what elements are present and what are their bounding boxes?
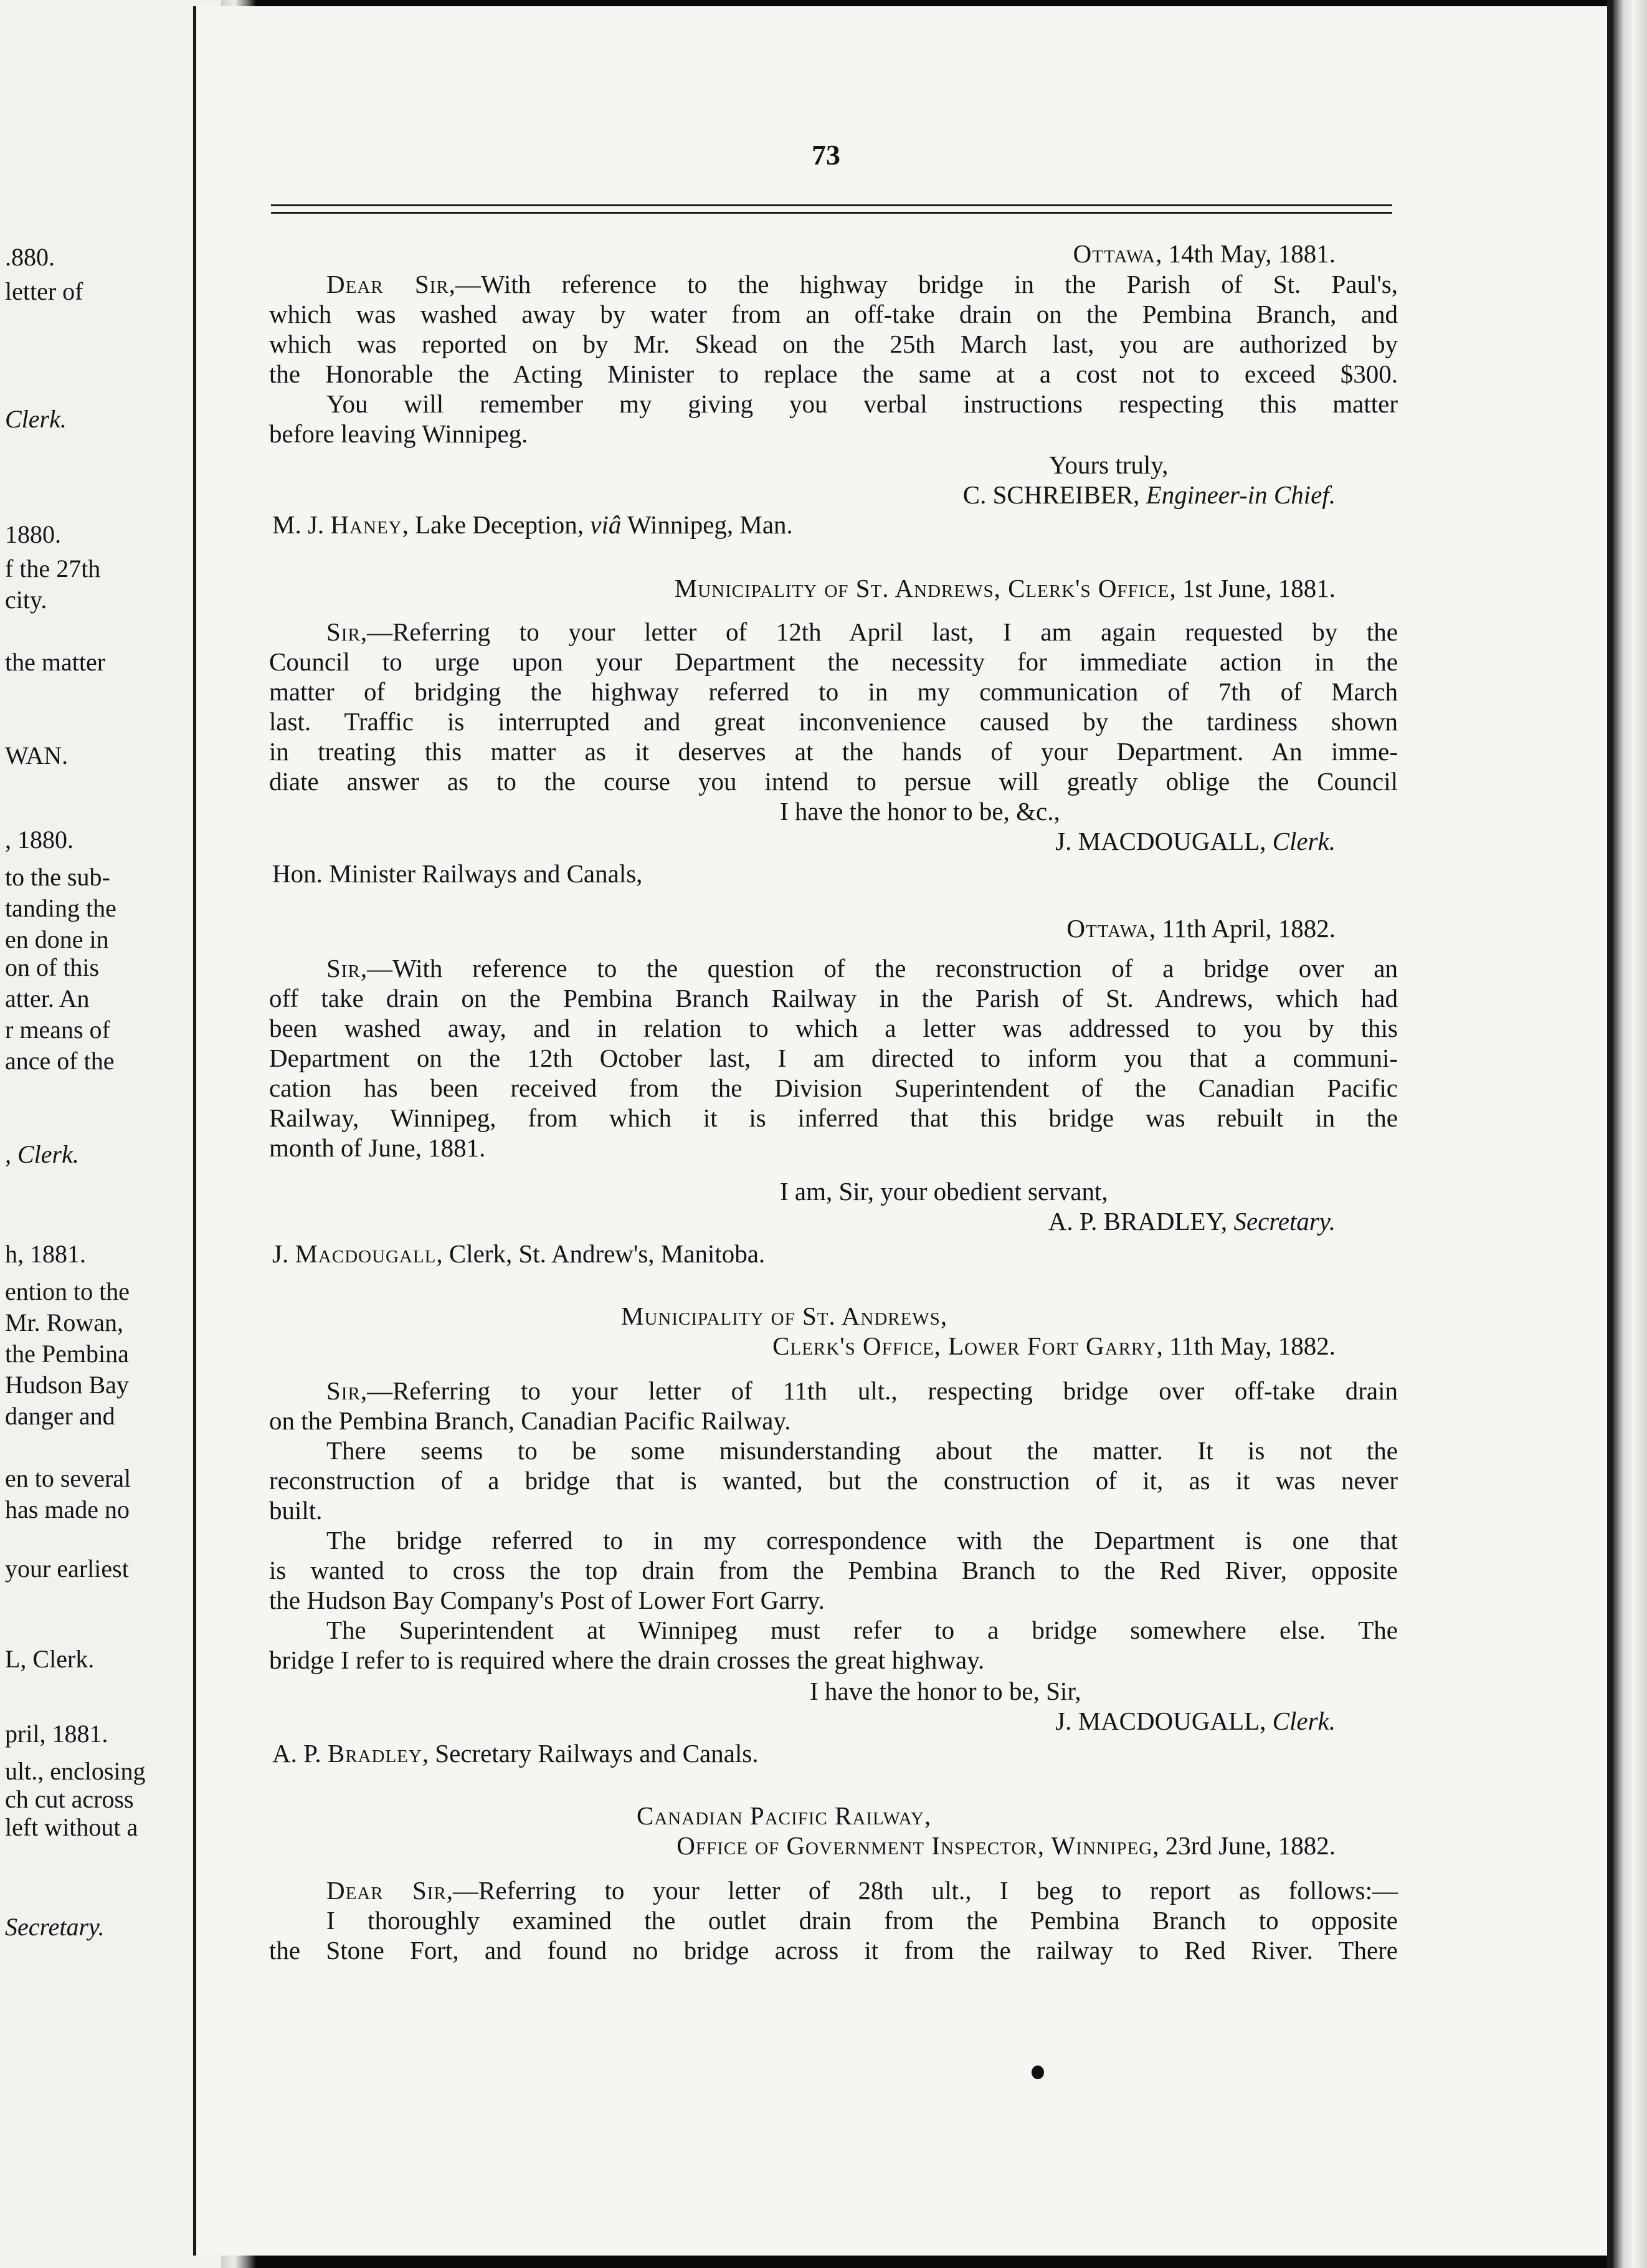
text-segment: the Hudson Bay Company's Post of Lower Fort Garry. — [269, 1586, 825, 1614]
text-line — [269, 1073, 1398, 1103]
text-segment: J. — [272, 1239, 295, 1268]
facing-page-fragment-text: .880. — [5, 243, 55, 271]
text-line — [269, 239, 1336, 269]
text-line — [269, 1331, 1336, 1361]
text-line — [269, 617, 1398, 647]
text-segment: diate answer as to the course you intend to persue will greatly oblige the Council — [269, 767, 1398, 796]
text-line — [269, 913, 1336, 943]
text-line — [269, 1935, 1398, 1965]
facing-page-fragment-text: , 1880. — [5, 826, 74, 854]
facing-page-fragment-text: h, 1881. — [5, 1240, 86, 1268]
text-segment: , 23rd June, 1882. — [1152, 1831, 1336, 1860]
text-segment: Sir — [326, 954, 361, 983]
facing-page-fragment-text: en to several — [5, 1464, 131, 1492]
text-segment: ,—Referring to your letter of 12th April last, I am again requested by the — [360, 617, 1398, 646]
facing-page-fragment-text: f the 27th — [5, 555, 101, 583]
text-segment: The bridge referred to in my correspondence with the Department is one that — [326, 1526, 1398, 1555]
text-segment: Winnipeg, Man. — [621, 510, 793, 539]
text-segment: There seems to be some misunderstanding about the matter. It is not the — [326, 1436, 1398, 1465]
facing-page-fragment — [0, 0, 221, 2268]
facing-page-fragment-text: city. — [5, 586, 47, 614]
text-line — [269, 1013, 1398, 1043]
text-line — [269, 1465, 1398, 1495]
text-segment: A. P. BRADLEY, — [1048, 1207, 1234, 1236]
facing-page-fragment-text: Secretary. — [5, 1913, 105, 1941]
text-line — [269, 859, 1398, 889]
text-line — [269, 450, 1398, 480]
text-segment: C. SCHREIBER, — [962, 480, 1146, 509]
facing-page-fragment-text: tanding the — [5, 894, 116, 922]
header-rule-top — [271, 204, 1392, 206]
text-segment: viâ — [590, 510, 622, 539]
text-line — [269, 389, 1398, 419]
text-segment: matter of bridging the highway referred to in my communication of 7th of March — [269, 677, 1398, 706]
book-edge — [1613, 0, 1647, 2268]
text-segment: Bradley — [327, 1739, 422, 1768]
facing-page-fragment-text: ch cut across — [5, 1785, 134, 1813]
facing-page-fragment-text: pril, 1881. — [5, 1720, 108, 1748]
text-segment: Council to urge upon your Department the necessity for immediate action in the — [269, 647, 1398, 676]
text-segment: before leaving Winnipeg. — [269, 419, 528, 448]
text-line — [269, 647, 1398, 677]
facing-page-fragment-text: to the sub- — [5, 863, 110, 891]
text-line — [269, 1495, 1398, 1525]
text-line — [269, 1239, 1398, 1269]
facing-page-fragment-text: the matter — [5, 648, 106, 676]
text-segment: , Lake Deception, — [402, 510, 591, 539]
text-segment: the Stone Fort, and found no bridge across it from the railway to Red River. There — [269, 1936, 1398, 1965]
text-segment: Clerk. — [1272, 827, 1336, 855]
facing-page-fragment-text: ention to the — [5, 1277, 130, 1305]
text-segment: Clerk. — [1272, 1707, 1336, 1735]
header-rule-bottom — [271, 212, 1392, 214]
ink-dot — [1032, 2066, 1044, 2079]
text-segment: ,—Referring to your letter of 11th ult., respecting bridge over off-take drain — [360, 1376, 1398, 1405]
text-segment: , Secretary Railways and Canals. — [422, 1739, 759, 1768]
text-segment: reconstruction of a bridge that is wanted, but the construction of it, as it was never — [269, 1466, 1398, 1495]
text-line — [269, 1301, 1398, 1331]
text-segment: Yours truly, — [1049, 450, 1169, 479]
facing-page-fragment-text: ult., enclosing — [5, 1757, 146, 1785]
text-segment: , 1st June, 1881. — [1169, 574, 1336, 603]
text-segment: Railway, Winnipeg, from which it is inferred that this bridge was rebuilt in the — [269, 1103, 1398, 1132]
text-segment: Ottawa — [1073, 239, 1156, 268]
text-segment: the Honorable the Acting Minister to replace the same at a cost not to exceed $300. — [269, 360, 1398, 388]
text-segment: which was reported on by Mr. Skead on the 25th March last, you are authorized by — [269, 330, 1398, 358]
facing-page-fragment-text: left without a — [5, 1813, 138, 1841]
text-segment: J. MACDOUGALL, — [1055, 1707, 1273, 1735]
text-line — [269, 1555, 1398, 1585]
text-line — [269, 329, 1398, 359]
text-segment: I am, Sir, your obedient servant, — [780, 1177, 1108, 1206]
text-line — [269, 1176, 1398, 1206]
text-segment: last. Traffic is interrupted and great inconvenience caused by the tardiness shown — [269, 707, 1398, 736]
text-line — [269, 1133, 1398, 1163]
text-line — [269, 796, 1398, 826]
text-segment: , Clerk, St. Andrew's, Manitoba. — [436, 1239, 766, 1268]
facing-page-fragment-text: L, Clerk. — [5, 1645, 95, 1673]
text-segment: is wanted to cross the top drain from the Pembina Branch to the Red River, opposite — [269, 1556, 1398, 1584]
text-segment: off take drain on the Pembina Branch Railway in the Parish of St. Andrews, which had — [269, 984, 1398, 1012]
text-segment: I have the honor to be, &c., — [780, 797, 1060, 826]
text-line — [269, 1406, 1398, 1436]
text-segment: Clerk's Office, Lower Fort Garry — [772, 1332, 1157, 1360]
text-line — [269, 1676, 1398, 1706]
text-line — [269, 1103, 1398, 1133]
text-segment: cation has been received from the Division Superintendent of the Canadian Pacific — [269, 1074, 1398, 1102]
text-line — [269, 573, 1336, 603]
text-segment: been washed away, and in relation to which a letter was addressed to you by this — [269, 1014, 1398, 1042]
text-line — [269, 419, 1398, 449]
text-line — [269, 1645, 1398, 1675]
text-line — [269, 766, 1398, 796]
text-segment: built. — [269, 1496, 323, 1525]
text-segment: I thoroughly examined the outlet drain from the Pembina Branch to opposite — [326, 1906, 1398, 1935]
text-line — [269, 269, 1398, 299]
text-line — [269, 1615, 1398, 1645]
text-segment: bridge I refer to is required where the drain crosses the great highway. — [269, 1646, 985, 1674]
facing-page-fragment-text: the Pembina — [5, 1340, 129, 1368]
facing-page-fragment-text: 1880. — [5, 520, 61, 548]
text-segment: on the Pembina Branch, Canadian Pacific Railway. — [269, 1406, 791, 1435]
facing-page-fragment-text: on of this — [5, 953, 100, 981]
text-line — [269, 736, 1398, 766]
facing-page-fragment-text: Hudson Bay — [5, 1371, 129, 1399]
text-line — [269, 1376, 1398, 1406]
facing-page-fragment-text: en done in — [5, 925, 109, 953]
text-segment: You will remember my giving you verbal instructions respecting this matter — [326, 389, 1398, 418]
text-line — [269, 677, 1398, 707]
text-line — [269, 1738, 1398, 1768]
text-segment: A. P. — [272, 1739, 328, 1768]
text-segment: Sir — [326, 1376, 361, 1405]
text-segment: Office of Government Inspector, Winnipeg — [676, 1831, 1153, 1860]
text-line — [269, 1206, 1336, 1236]
text-line — [269, 707, 1398, 736]
text-line — [269, 1706, 1336, 1736]
page-number: 73 — [812, 139, 840, 171]
facing-page-fragment-text: your earliest — [5, 1555, 129, 1583]
text-segment: month of June, 1881. — [269, 1133, 486, 1162]
text-segment: Dear Sir — [326, 1876, 447, 1905]
text-line — [269, 1905, 1398, 1935]
facing-page-fragment-text: WAN. — [5, 741, 69, 770]
text-segment: Department on the 12th October last, I am directed to inform you that a communi- — [269, 1044, 1398, 1072]
text-line — [269, 480, 1336, 510]
facing-page-fragment-text: has made no — [5, 1495, 130, 1523]
text-segment: Ottawa — [1066, 914, 1149, 943]
text-line — [269, 826, 1336, 856]
text-segment: , 11th May, 1882. — [1156, 1332, 1336, 1360]
facing-page-fragment-text: r means of — [5, 1016, 110, 1044]
text-line — [269, 1525, 1398, 1555]
text-segment: in treating this matter as it deserves at the hands of your Department. An imme- — [269, 737, 1398, 766]
text-segment: Hon. Minister Railways and Canals, — [272, 859, 643, 888]
text-segment: Haney — [330, 510, 402, 539]
text-segment: ,—With reference to the question of the reconstruction of a bridge over an — [360, 954, 1398, 983]
text-segment: Sir — [326, 617, 361, 646]
text-line — [269, 510, 1398, 540]
text-segment: Canadian Pacific Railway, — [637, 1801, 932, 1830]
text-line — [269, 359, 1398, 389]
text-line — [269, 299, 1398, 329]
text-line — [269, 1801, 1398, 1831]
facing-page-fragment-text: ance of the — [5, 1047, 115, 1075]
text-line — [269, 1831, 1336, 1861]
text-segment: ,—With reference to the highway bridge in the Parish of St. Paul's, — [449, 270, 1398, 298]
facing-page-fragment-text: Mr. Rowan, — [5, 1308, 123, 1336]
text-line — [269, 983, 1398, 1013]
facing-page-fragment-text: Clerk. — [5, 405, 67, 433]
facing-page-fragment-text: atter. An — [5, 984, 90, 1012]
text-segment: Engineer-in Chief. — [1146, 480, 1336, 509]
facing-page-fragment-text: letter of — [5, 277, 83, 305]
text-segment: Municipality of St. Andrews, Clerk's Office — [674, 574, 1170, 603]
text-segment: Dear Sir — [326, 270, 449, 298]
text-line — [269, 1585, 1398, 1615]
text-segment: Municipality of St. Andrews, — [621, 1302, 948, 1330]
text-line — [269, 1875, 1398, 1905]
text-segment: The Superintendent at Winnipeg must refer to a bridge somewhere else. The — [326, 1616, 1398, 1644]
text-segment: , 14th May, 1881. — [1156, 239, 1336, 268]
text-segment: Macdougall — [295, 1239, 437, 1268]
text-segment: J. MACDOUGALL, — [1055, 827, 1273, 855]
text-segment: which was washed away by water from an off-take drain on the Pembina Branch, and — [269, 300, 1398, 328]
text-line — [269, 1436, 1398, 1465]
text-segment: Secretary. — [1233, 1207, 1336, 1236]
facing-page-fragment-text: , Clerk. — [5, 1140, 79, 1168]
text-segment: , 11th April, 1882. — [1149, 914, 1336, 943]
page-edge — [1607, 0, 1613, 2268]
facing-page-fragment-text: danger and — [5, 1402, 115, 1430]
text-line — [269, 953, 1398, 983]
text-segment: ,—Referring to your letter of 28th ult., I beg to report as follows:— — [446, 1876, 1398, 1905]
text-segment: I have the honor to be, Sir, — [810, 1677, 1081, 1705]
text-segment: M. J. — [272, 510, 331, 539]
text-line — [269, 1043, 1398, 1073]
